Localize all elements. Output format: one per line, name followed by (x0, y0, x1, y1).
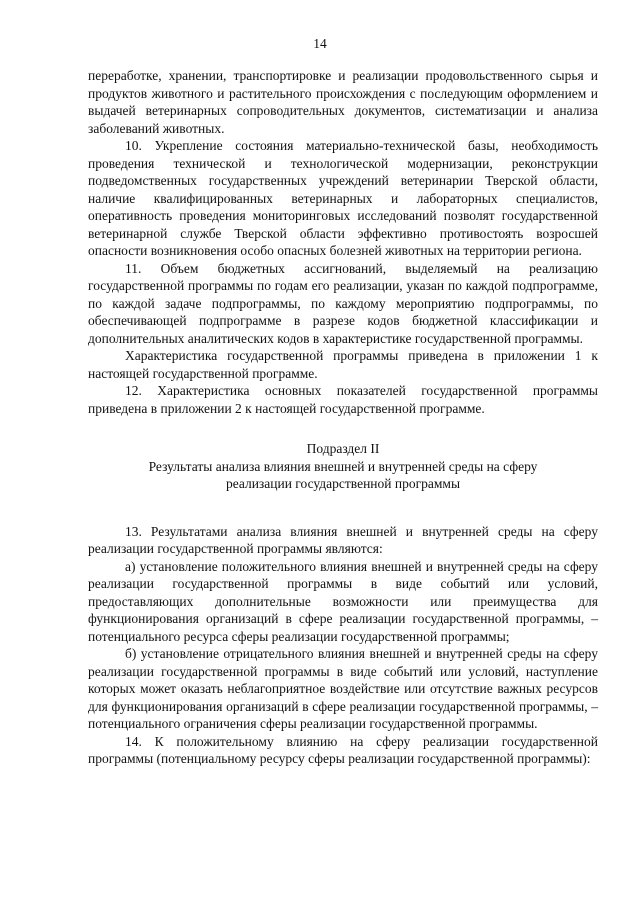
paragraph-10: 10. Укрепление состояния материально-технической базы, необходимость проведения технической и технологической модернизации, реконструкции подведомственных государственных учреждений ветеринарии Тверской области, наличие квалифицированных ветеринарных и лабораторных специалистов, оперативность проведения мониторинговых исследований позволят государственной ветеринарной службе Тверской области эффективно противостоять возросшей опасности возникновения особо опасных болезней животных на территории региона. (88, 138, 598, 258)
paragraph-13-b: б) установление отрицательного влияния внешней и внутренней среды на сферу реализации государственной программы в виде событий или условий, наступление которых может оказать неблагоприятное воздействие или отсутствие важных ресурсов для функционирования организаций в сфере реализации государственной программы, – потенциального ограничения сферы реализации государственной программы. (88, 646, 598, 731)
paragraph-14: 14. К положительному влиянию на сферу реализации государственной программы (потенциальному ресурсу сферы реализации государственной программы): (88, 733, 598, 766)
subsection-title-line-1: Результаты анализа влияния внешней и внутренней среды на сферу (148, 458, 538, 474)
paragraph-11: 11. Объем бюджетных ассигнований, выделяемый на реализацию государственной программы по годам его реализации, указан по каждой подпрограмме, по каждой задаче подпрограммы, по каждому мероприятию подпрограммы, по обеспечивающей подпрограмме в разрезе кодов бюджетной классификации и дополнительных аналитических кодов в характеристике государственной программы. (88, 260, 598, 346)
paragraph-13: 13. Результатами анализа влияния внешней и внутренней среды на сферу реализации государственной программы являются: (88, 523, 598, 556)
spacer (88, 417, 598, 440)
spacer (88, 493, 598, 523)
paragraph-continuation: переработке, хранении, транспортировке и реализации продовольственного сырья и продуктов животного и растительного происхождения с последующим оформлением и выдачей ветеринарных сопроводительных документов, систематизации и анализа заболеваний животных. (88, 68, 598, 136)
paragraph-13-a: а) установление положительного влияния внешней и внутренней среды на сферу реализации государственной программы в виде событий или условий, предоставляющих дополнительные возможности или преимущества для функционирования организаций в сфере реализации государственной программы, – потенциального ресурса сферы реализации государственной программы; (88, 558, 598, 644)
paragraph-12: 12. Характеристика основных показателей государственной программы приведена в приложении 2 к настоящей государственной программе. (88, 383, 598, 416)
subsection-title-line-2: реализации государственной программы (225, 476, 461, 491)
subsection-label: Подраздел II (306, 441, 380, 456)
page-number: 14 (313, 36, 327, 51)
paragraph-characteristic: Характеристика государственной программы приведена в приложении 1 к настоящей государственной программе. (88, 348, 598, 381)
document-body (88, 67, 598, 768)
